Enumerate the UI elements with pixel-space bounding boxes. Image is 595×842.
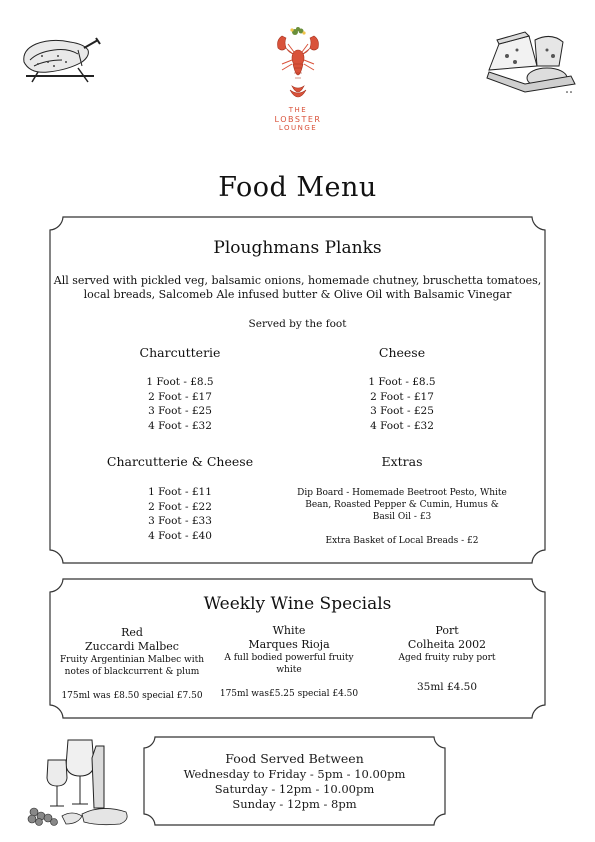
wine-port <box>372 624 522 694</box>
wine-type: Port <box>435 624 459 637</box>
wine-price: 175ml was £8.50 special £7.50 <box>61 691 203 701</box>
price-item: 2 Foot - £22 <box>148 500 212 513</box>
price-item: 3 Foot - £25 <box>148 405 212 417</box>
ploughmans-heading: Ploughmans Planks <box>213 238 382 258</box>
wine-desc: Fruity Argentinian Malbec with <box>59 655 205 665</box>
extras-dip-board <box>292 487 512 523</box>
served-by-foot: Served by the foot <box>248 318 347 330</box>
charc-cheese-heading: Charcutterie & Cheese <box>106 454 254 469</box>
hours-heading: Food Served Between <box>225 751 364 766</box>
hours-line: Sunday - 12pm - 8pm <box>232 797 357 811</box>
charc-cheese-prices <box>105 485 255 543</box>
cheese-illustration-icon <box>485 26 577 98</box>
ploughmans-section <box>49 216 546 564</box>
wine-price: 175ml was£5.25 special £4.50 <box>219 689 359 699</box>
wine-glasses-illustration-icon <box>22 738 134 826</box>
page-title: Food Menu <box>218 172 377 203</box>
wine-type: White <box>272 624 306 637</box>
price-item: 2 Foot - £17 <box>370 390 434 403</box>
charcutterie-heading: Charcutterie <box>139 345 221 360</box>
price-item: 3 Foot - £25 <box>370 405 434 417</box>
price-item: 1 Foot - £8.5 <box>146 376 214 388</box>
wine-price: 35ml £4.50 <box>416 681 478 693</box>
cheese-heading: Cheese <box>378 345 426 360</box>
wine-heading: Weekly Wine Specials <box>203 594 392 614</box>
wine-red <box>57 626 207 702</box>
wine-white <box>214 624 364 700</box>
wine-desc: Aged fruity ruby port <box>398 653 496 663</box>
hours-section <box>143 736 446 826</box>
price-item: 3 Foot - £33 <box>148 515 212 527</box>
dip-line: Dip Board - Homemade Beetroot Pesto, White <box>297 488 507 498</box>
price-item: 4 Foot - £32 <box>148 419 212 432</box>
hours-line: Wednesday to Friday - 5pm - 10.00pm <box>183 767 406 781</box>
wine-name: Marques Rioja <box>248 638 330 651</box>
wine-desc: A full bodied powerful fruity <box>224 653 354 663</box>
brand-logo <box>268 26 328 136</box>
wine-desc: notes of blackcurrent & plum <box>64 667 200 677</box>
ploughmans-intro-line-2: local breads, Salcomeb Ale infused butter & Olive Oil with Balsamic Vinegar <box>83 288 512 301</box>
logo-line-2: LOBSTER <box>274 115 322 124</box>
charcutterie-prices <box>105 375 255 433</box>
price-item: 4 Foot - £32 <box>370 419 434 432</box>
wine-name: Colheita 2002 <box>407 638 487 651</box>
extras-heading: Extras <box>381 454 423 469</box>
lobster-icon <box>268 26 328 106</box>
dip-line: Basil Oil - £3 <box>372 512 432 522</box>
ploughmans-intro-line-1: All served with pickled veg, balsamic onions, homemade chutney, bruschetta tomatoes, <box>53 274 542 287</box>
price-item: 2 Foot - £17 <box>148 390 212 403</box>
hours-line: Saturday - 12pm - 10.00pm <box>214 782 375 796</box>
wine-section <box>49 578 546 719</box>
price-item: 4 Foot - £40 <box>148 529 212 542</box>
dip-line: Bean, Roasted Pepper & Cumin, Humus & <box>305 500 499 510</box>
price-item: 1 Foot - £8.5 <box>368 376 436 388</box>
wine-name: Zuccardi Malbec <box>85 640 179 653</box>
ticket-border <box>143 736 446 826</box>
ham-illustration-icon <box>18 32 102 84</box>
logo-line-1: THE <box>288 106 308 114</box>
extras-bread: Extra Basket of Local Breads - £2 <box>325 536 479 546</box>
price-item: 1 Foot - £11 <box>148 486 212 498</box>
wine-desc: white <box>276 665 302 675</box>
wine-type: Red <box>121 626 143 639</box>
logo-line-3: LOUNGE <box>278 124 318 132</box>
cheese-prices <box>327 375 477 433</box>
